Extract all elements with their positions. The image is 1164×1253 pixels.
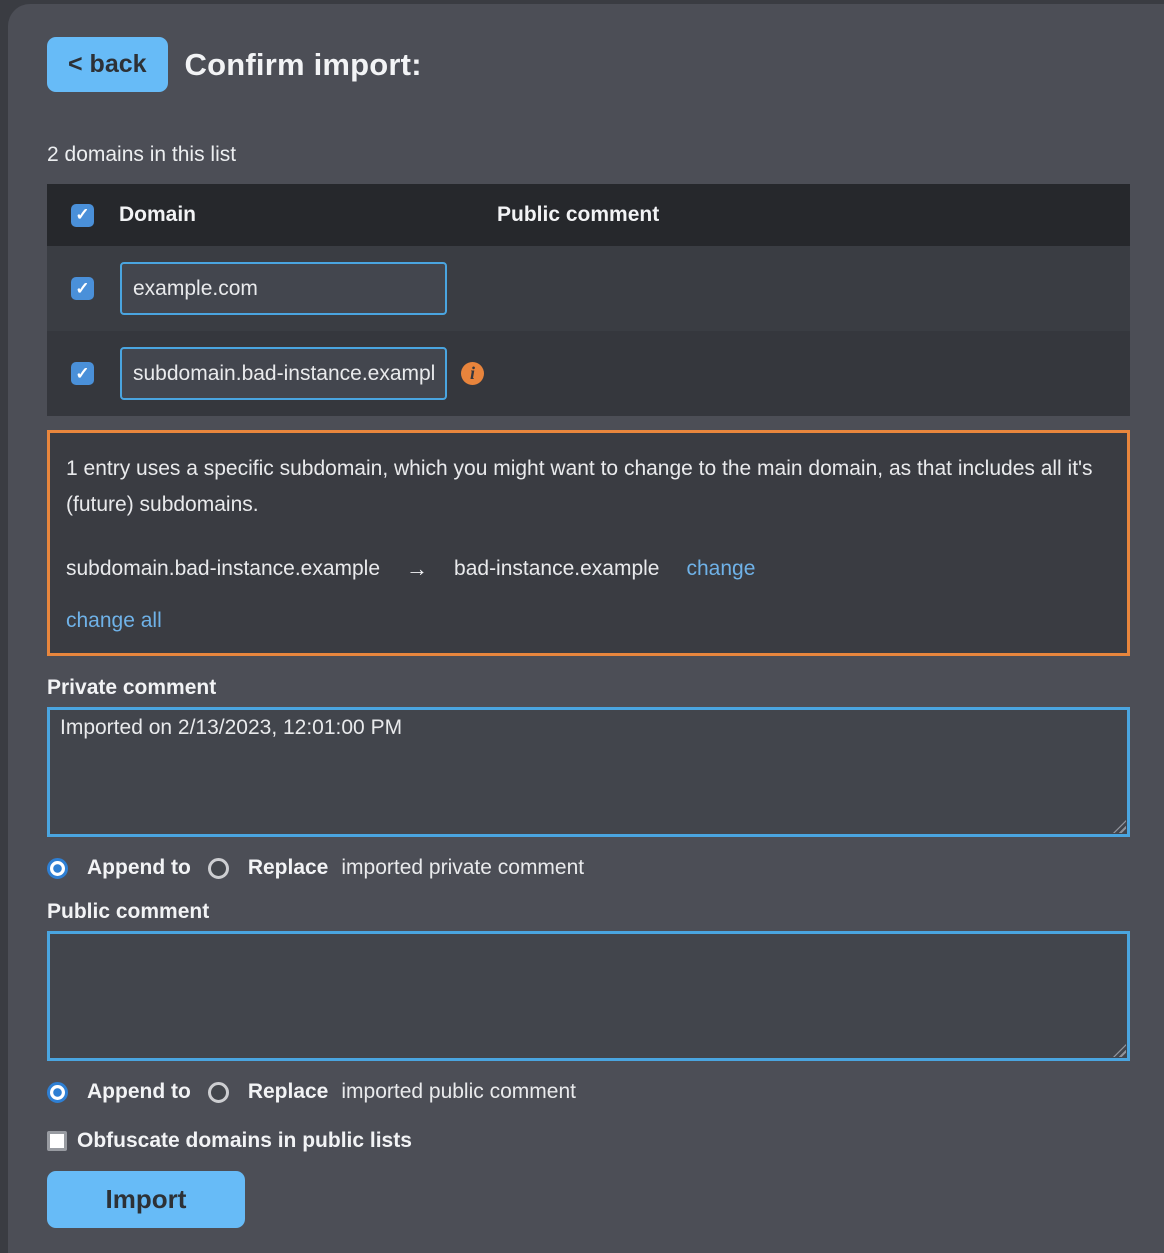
append-radio-label: Append to (87, 856, 191, 879)
subdomain-warning-box (47, 430, 1130, 656)
change-all-link[interactable]: change all (66, 609, 162, 632)
header (47, 37, 1130, 92)
column-header-domain: Domain (119, 203, 197, 226)
main-panel (8, 4, 1164, 1253)
mode-group-suffix: imported private comment (341, 856, 585, 879)
obfuscate-row (47, 1129, 1130, 1153)
checkmark-icon: ✓ (75, 278, 90, 298)
change-link[interactable]: change (686, 557, 756, 580)
page-title: Confirm import: (184, 46, 422, 82)
mapping-to-domain: bad-instance.example (454, 557, 660, 580)
domain-input[interactable] (120, 347, 447, 400)
private-comment-mode-group (47, 856, 1130, 880)
replace-radio-label: Replace (247, 856, 329, 879)
subdomain-mapping-row (66, 556, 1111, 582)
append-radio[interactable] (47, 1082, 68, 1103)
checkmark-icon: ✓ (75, 363, 90, 383)
public-comment-label: Public comment (47, 900, 210, 923)
arrow-right-icon: → (406, 556, 429, 581)
domain-count-text: 2 domains in this list (47, 143, 237, 166)
replace-radio[interactable] (208, 1082, 229, 1103)
column-header-public-comment: Public comment (497, 203, 660, 226)
warning-message: 1 entry uses a specific subdomain, which you might want to change to the main domain, as that includes all it's (future) subdomains. (66, 457, 1093, 516)
table-row (47, 246, 1130, 331)
mapping-from-domain: subdomain.bad-instance.example (66, 557, 381, 580)
checkmark-icon: ✓ (75, 205, 90, 224)
domain-table (47, 184, 1130, 416)
obfuscate-checkbox[interactable] (47, 1131, 67, 1151)
select-all-checkbox[interactable] (71, 204, 94, 227)
append-radio-label: Append to (87, 1080, 191, 1103)
import-button[interactable]: Import (47, 1171, 245, 1228)
append-radio[interactable] (47, 858, 68, 879)
public-comment-wrapper (47, 931, 1130, 1061)
row-checkbox[interactable] (71, 277, 94, 300)
private-comment-label: Private comment (47, 676, 217, 699)
private-comment-textarea[interactable] (47, 707, 1130, 837)
replace-radio[interactable] (208, 858, 229, 879)
obfuscate-label: Obfuscate domains in public lists (77, 1129, 412, 1152)
back-button[interactable]: < back (47, 37, 168, 92)
row-checkbox[interactable] (71, 362, 94, 385)
private-comment-wrapper (47, 707, 1130, 837)
info-icon[interactable]: i (461, 362, 484, 385)
public-comment-mode-group (47, 1080, 1130, 1104)
domain-input[interactable] (120, 262, 447, 315)
replace-radio-label: Replace (247, 1080, 329, 1103)
table-row (47, 331, 1130, 416)
public-comment-textarea[interactable] (47, 931, 1130, 1061)
table-header-row (47, 184, 1130, 246)
mode-group-suffix: imported public comment (341, 1080, 576, 1103)
